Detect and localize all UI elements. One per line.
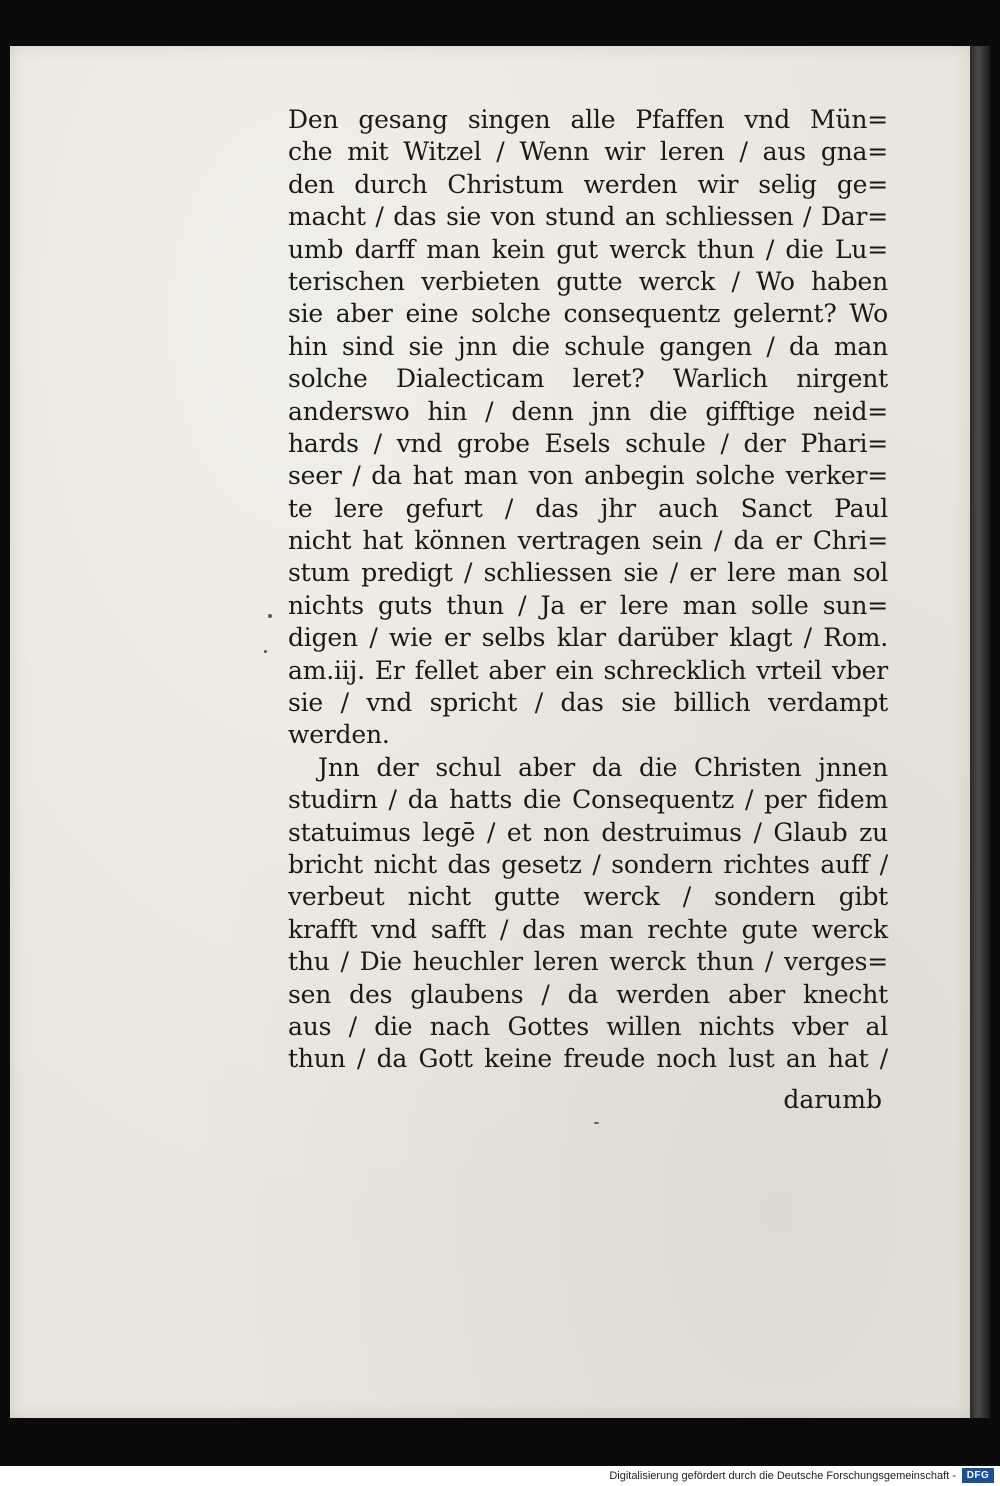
dfg-logo[interactable]: DFG [962, 1468, 994, 1483]
text-line: nichts guts thun / Ja er lere man solle sun= [288, 590, 888, 620]
text-line: umb darff man kein gut werck thun / die Lu= [288, 234, 888, 264]
text-line: Jnn der schul aber da die Christen jnnen [318, 752, 888, 782]
text-line: nicht hat können vertragen sein / da er Chri= [288, 526, 888, 556]
text-line: solche Dialecticam leret? Warlich nirgent [288, 364, 888, 394]
text-line: bricht nicht das gesetz / sondern richtes auff / [288, 849, 888, 879]
text-line: stum predigt / schliessen sie / er lere man sol [288, 558, 888, 588]
text-line: studirn / da hatts die Consequentz / per fidem [288, 785, 888, 815]
book-gutter [970, 46, 990, 1418]
paper-speck [268, 614, 272, 618]
footer-credit: Digitalisierung gefördert durch die Deutsche Forschungsgemeinschaft - [609, 1470, 956, 1482]
text-line: sen des glaubens / da werden aber knecht [288, 979, 888, 1009]
text-line: terischen verbieten gutte werck / Wo haben [288, 266, 888, 296]
text-line: hards / vnd grobe Esels schule / der Phari= [288, 428, 888, 458]
text-line: werden. [288, 720, 390, 750]
text-line: thun / da Gott keine freude noch lust an hat / [288, 1044, 888, 1074]
text-line: seer / da hat man von anbegin solche verker= [288, 461, 888, 491]
text-line: sie aber eine solche consequentz gelernt? Wo [288, 299, 888, 329]
text-line: anderswo hin / denn jnn die gifftige neid= [288, 396, 888, 426]
text-line: digen / wie er selbs klar darüber klagt / Rom. [288, 623, 888, 653]
text-line: thu / Die heuchler leren werck thun / verges= [288, 947, 888, 977]
catchword: darumb [783, 1085, 882, 1114]
text-line: den durch Christum werden wir selig ge= [288, 169, 888, 199]
text-line: hin sind sie jnn die schule gangen / da man [288, 331, 888, 361]
text-line: aus / die nach Gottes willen nichts vber al [288, 1011, 888, 1041]
text-line: am.iij. Er fellet aber ein schrecklich vrteil vber [288, 655, 888, 685]
text-line: Den gesang singen alle Pfaffen vnd Mün= [288, 105, 888, 134]
text-line: statuimus legē / et non destruimus / Glaub zu [288, 817, 888, 847]
text-line: verbeut nicht gutte werck / sondern gibt [288, 882, 888, 912]
paper-speck [594, 1122, 599, 1124]
text-line: sie / vnd spricht / das sie billich verdampt [288, 688, 888, 718]
text-line: macht / das sie von stund an schliessen / Dar= [288, 202, 888, 232]
text-line: te lere gefurt / das jhr auch Sanct Paul [288, 493, 888, 523]
paper-speck [264, 650, 267, 653]
text-line: krafft vnd safft / das man rechte gute werck [288, 914, 888, 944]
text-line: che mit Witzel / Wenn wir leren / aus gna= [288, 137, 888, 167]
text-block [288, 104, 888, 1076]
